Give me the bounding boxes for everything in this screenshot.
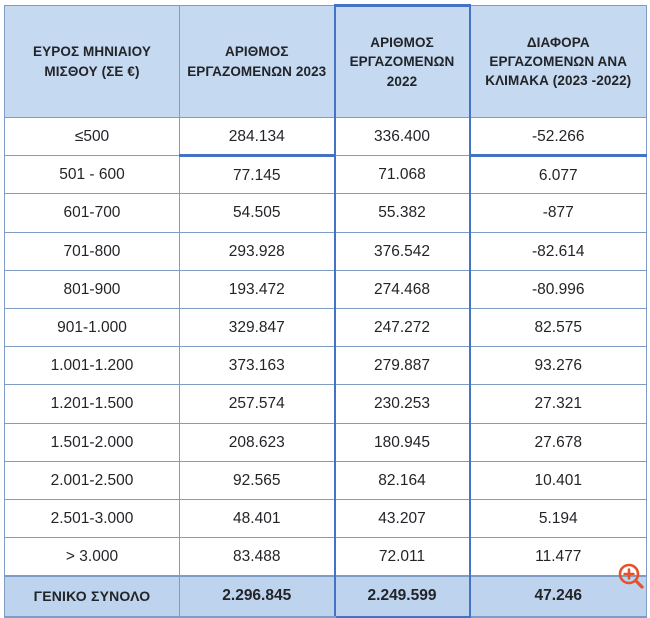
cell-employees-2023[interactable]: 329.847 <box>180 308 335 346</box>
cell-employees-2023[interactable]: 373.163 <box>180 347 335 385</box>
cell-employees-2022[interactable]: 180.945 <box>335 423 470 461</box>
cell-employees-2023[interactable]: 54.505 <box>180 194 335 232</box>
table-row[interactable] <box>5 385 647 423</box>
cell-total-employees-2022[interactable]: 2.249.599 <box>335 576 470 617</box>
table-row[interactable] <box>5 538 647 576</box>
cell-total-employees-2023[interactable]: 2.296.845 <box>180 576 335 617</box>
cell-total-difference[interactable]: 47.246 <box>470 576 647 617</box>
cell-employees-2022[interactable]: 247.272 <box>335 308 470 346</box>
table-header-row <box>5 6 647 118</box>
cell-difference[interactable]: 5.194 <box>470 499 647 537</box>
cell-employees-2022[interactable]: 336.400 <box>335 118 470 156</box>
table-row[interactable] <box>5 423 647 461</box>
cell-difference[interactable]: -82.614 <box>470 232 647 270</box>
cell-difference[interactable]: 27.678 <box>470 423 647 461</box>
cell-employees-2022[interactable]: 376.542 <box>335 232 470 270</box>
cell-employees-2023[interactable]: 77.145 <box>180 156 335 194</box>
cell-difference[interactable]: -877 <box>470 194 647 232</box>
cell-employees-2023[interactable]: 293.928 <box>180 232 335 270</box>
table-row[interactable] <box>5 232 647 270</box>
column-header-salary-range[interactable]: ΕΥΡΟΣ ΜΗΝΙΑΙΟΥ ΜΙΣΘΟΥ (ΣΕ €) <box>5 6 180 118</box>
cell-salary-range[interactable]: 1.001-1.200 <box>5 347 180 385</box>
cell-employees-2023[interactable]: 92.565 <box>180 461 335 499</box>
salary-distribution-table <box>4 4 647 618</box>
cell-salary-range[interactable]: 601-700 <box>5 194 180 232</box>
cell-employees-2023[interactable]: 193.472 <box>180 270 335 308</box>
cell-salary-range[interactable]: ≤500 <box>5 118 180 156</box>
cell-employees-2023[interactable]: 208.623 <box>180 423 335 461</box>
cell-employees-2022[interactable]: 71.068 <box>335 156 470 194</box>
cell-salary-range[interactable]: > 3.000 <box>5 538 180 576</box>
cell-employees-2023[interactable]: 83.488 <box>180 538 335 576</box>
cell-salary-range[interactable]: 1.501-2.000 <box>5 423 180 461</box>
cell-employees-2022[interactable]: 279.887 <box>335 347 470 385</box>
table-row[interactable] <box>5 499 647 537</box>
cell-salary-range[interactable]: 2.501-3.000 <box>5 499 180 537</box>
cell-salary-range[interactable]: 2.001-2.500 <box>5 461 180 499</box>
cell-difference[interactable]: 93.276 <box>470 347 647 385</box>
table-row[interactable] <box>5 118 647 156</box>
cell-salary-range[interactable]: 501 - 600 <box>5 156 180 194</box>
cell-employees-2022[interactable]: 230.253 <box>335 385 470 423</box>
column-header-employees-2023[interactable]: ΑΡΙΘΜΟΣ ΕΡΓΑΖΟΜΕΝΩΝ 2023 <box>180 6 335 118</box>
cell-employees-2023[interactable]: 48.401 <box>180 499 335 537</box>
table-row[interactable] <box>5 270 647 308</box>
column-header-difference[interactable]: ΔΙΑΦΟΡΑ ΕΡΓΑΖΟΜΕΝΩΝ ΑΝΑ ΚΛΙΜΑΚΑ (2023 -2022) <box>470 6 647 118</box>
cell-difference[interactable]: 27.321 <box>470 385 647 423</box>
zoom-in-icon[interactable] <box>617 562 645 590</box>
cell-employees-2022[interactable]: 43.207 <box>335 499 470 537</box>
table-body <box>5 118 647 617</box>
cell-employees-2022[interactable]: 72.011 <box>335 538 470 576</box>
cell-difference[interactable]: 11.477 <box>470 538 647 576</box>
cell-salary-range[interactable]: 1.201-1.500 <box>5 385 180 423</box>
table-row[interactable] <box>5 461 647 499</box>
table-row[interactable] <box>5 347 647 385</box>
cell-employees-2022[interactable]: 82.164 <box>335 461 470 499</box>
cell-salary-range[interactable]: 701-800 <box>5 232 180 270</box>
cell-difference[interactable]: -52.266 <box>470 118 647 156</box>
table-total-row[interactable] <box>5 576 647 617</box>
cell-salary-range[interactable]: 801-900 <box>5 270 180 308</box>
cell-salary-range[interactable]: 901-1.000 <box>5 308 180 346</box>
cell-difference[interactable]: -80.996 <box>470 270 647 308</box>
table-row[interactable] <box>5 308 647 346</box>
table-row[interactable] <box>5 156 647 194</box>
table-row[interactable] <box>5 194 647 232</box>
cell-employees-2022[interactable]: 55.382 <box>335 194 470 232</box>
cell-difference[interactable]: 10.401 <box>470 461 647 499</box>
cell-total-label: ΓΕΝΙΚΟ ΣΥΝΟΛΟ <box>5 576 180 617</box>
table-header <box>5 6 647 118</box>
cell-employees-2023[interactable]: 257.574 <box>180 385 335 423</box>
cell-employees-2023[interactable]: 284.134 <box>180 118 335 156</box>
cell-difference[interactable]: 82.575 <box>470 308 647 346</box>
column-header-employees-2022[interactable]: ΑΡΙΘΜΟΣ ΕΡΓΑΖΟΜΕΝΩΝ 2022 <box>335 6 470 118</box>
cell-employees-2022[interactable]: 274.468 <box>335 270 470 308</box>
cell-difference[interactable]: 6.077 <box>470 156 647 194</box>
